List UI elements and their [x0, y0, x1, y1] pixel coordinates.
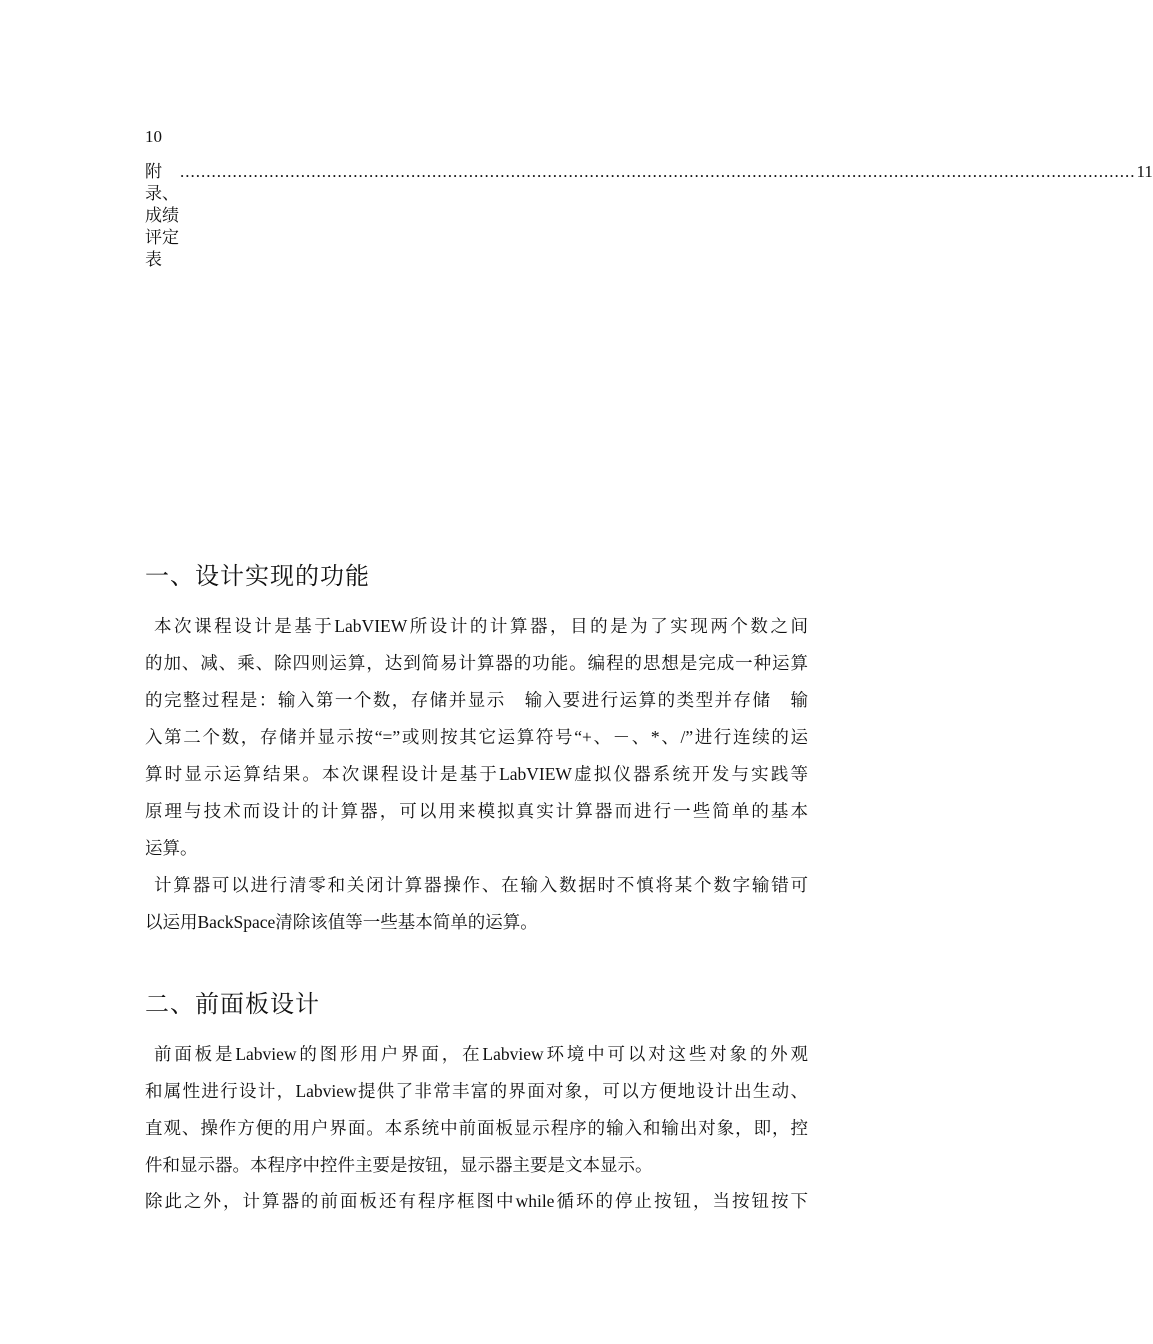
text-line: 入第二个数，存储并显示按“=”或则按其它运算符号“+、－、*、/”进行连续的运 — [145, 727, 808, 747]
section-heading-functions: 一、设计实现的功能 — [145, 562, 370, 590]
text-line: 原理与技术而设计的计算器，可以用来模拟真实计算器而进行一些简单的基本 — [145, 801, 808, 821]
text-line: 的完整过程是：输入第一个数，存储并显示 输入要进行运算的类型并存储 输 — [145, 690, 808, 710]
toc-entry-page: 11 — [1136, 162, 1153, 181]
text-line: 和属性进行设计，Labview提供了非常丰富的界面对象，可以方便地设计出生动、 — [145, 1081, 808, 1101]
text-line: 以运用BackSpace清除该值等一些基本简单的运算。 — [145, 912, 538, 932]
text-line: 算时显示运算结果。本次课程设计是基于LabVIEW虚拟仪器系统开发与实践等 — [145, 764, 808, 784]
text-line: 运算。 — [145, 838, 198, 858]
toc-entry-appendix[interactable] — [145, 161, 1153, 271]
section1-paragraph-1 — [145, 608, 808, 867]
toc-entry-label: 附录、成绩评定表 — [145, 162, 179, 269]
text-line: 的加、减、乘、除四则运算，达到简易计算器的功能。编程的思想是完成一种运算 — [145, 653, 808, 673]
text-line: 本次课程设计是基于LabVIEW所设计的计算器，目的是为了实现两个数之间 — [154, 616, 808, 636]
text-line: 件和显示器。本程序中控件主要是按钮，显示器主要是文本显示。 — [145, 1155, 653, 1175]
text-line: 除此之外，计算器的前面板还有程序框图中while循环的停止按钮，当按钮按下 — [145, 1191, 808, 1211]
text-line: 计算器可以进行清零和关闭计算器操作、在输入数据时不慎将某个数字输错可 — [154, 875, 808, 895]
section2-paragraph-2 — [145, 1183, 808, 1220]
text-line: 直观、操作方便的用户界面。本系统中前面板显示程序的输入和输出对象，即，控 — [145, 1118, 808, 1138]
text-line: 前面板是Labview的图形用户界面，在Labview环境中可以对这些对象的外观 — [154, 1044, 808, 1064]
section-heading-front-panel: 二、前面板设计 — [145, 990, 320, 1018]
section2-paragraph-1 — [145, 1036, 808, 1184]
toc-leader-dots: ...................................................................................................................................................................................... — [180, 162, 1136, 181]
section1-paragraph-2 — [145, 867, 808, 941]
toc-page-number: 10 — [145, 127, 162, 146]
